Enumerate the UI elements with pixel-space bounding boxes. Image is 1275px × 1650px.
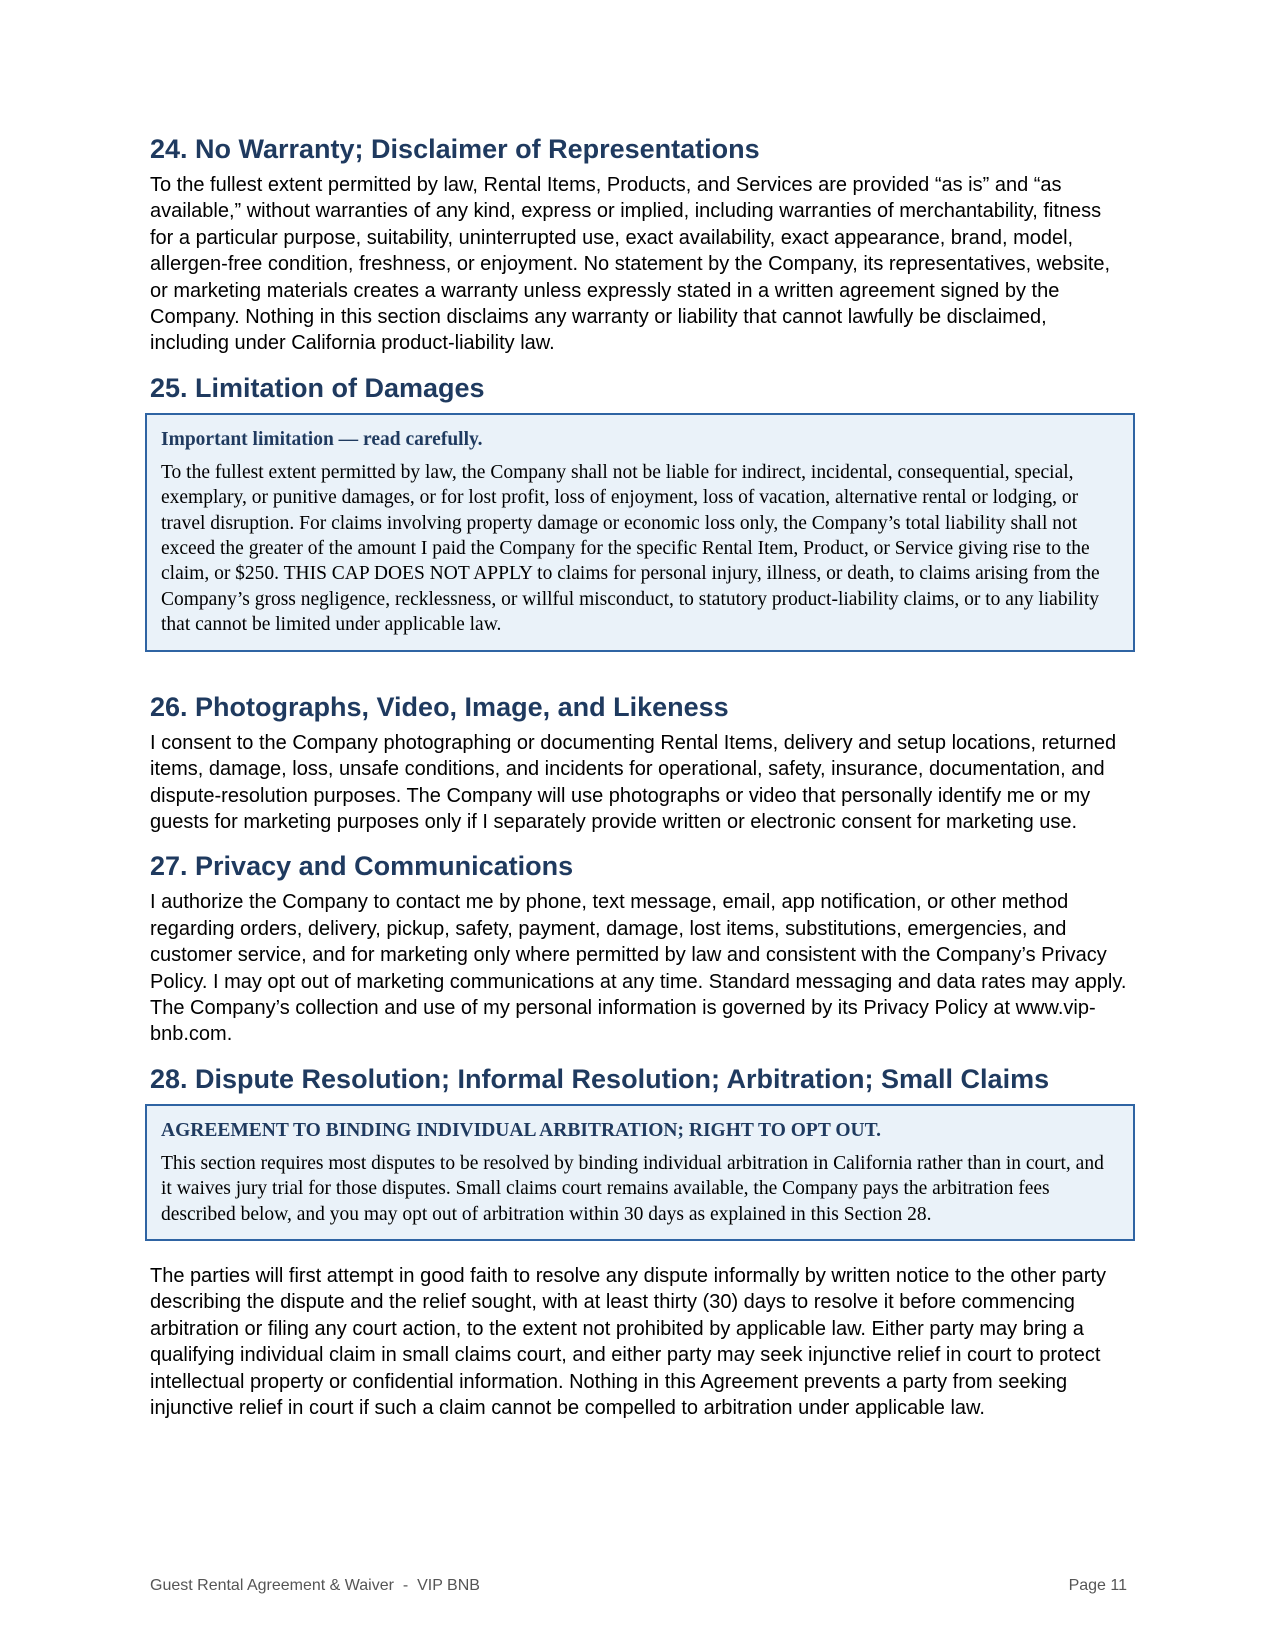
section-heading: 26. Photographs, Video, Image, and Likeness (150, 691, 729, 722)
section-body: The parties will first attempt in good faith to resolve any dispute informally by written notice to the other party describing the dispute and the relief sought, with at least thirty (30) days to resolve it before commencing arbitration or filing any court action, to the extent not prohibited by applicable law. Either party may bring a qualifying individual claim in small claims court, and either party may seek injunctive relief in court to protect intellectual property or confidential information. Nothing in this Agreement prevents a party from seeking injunctive relief in court if such a claim cannot be compelled to arbitration under applicable law. (150, 1264, 1107, 1419)
section-24 (150, 132, 1130, 357)
section-25 (150, 371, 1130, 690)
section-27 (150, 849, 1130, 1047)
document-content (150, 132, 1130, 1435)
section-28 (150, 1062, 1130, 1422)
callout-box (145, 413, 1135, 652)
callout-title: Important limitation — read carefully. (161, 428, 483, 450)
callout-text: To the fullest extent permitted by law, the Company shall not be liable for indirect, incidental, consequential, special, exemplary, or punitive damages, or for lost profit, loss of enjoyment, loss of vacation, alternative rental or lodging, or travel disruption. For claims involving property damage or economic loss only, the Company’s total liability shall not exceed the greater of the amount I paid the Company for the specific Rental Item, Product, or Service giving rise to the claim, or $250. THIS CAP DOES NOT APPLY to claims for personal injury, illness, or death, to claims arising from the Company’s gross negligence, recklessness, or willful misconduct, to statutory product-liability claims, or to any liability that cannot be limited under applicable law. (161, 461, 1100, 636)
spacer (150, 674, 1130, 690)
callout-box (145, 1104, 1135, 1241)
section-heading: 24. No Warranty; Disclaimer of Representations (150, 134, 760, 164)
section-heading: 27. Privacy and Communications (150, 851, 574, 882)
section-body: To the fullest extent permitted by law, Rental Items, Products, and Services are provided “as is” and “as available,” without warranties of any kind, express or implied, including warranties of merchantability, fitness for a particular purpose, suitability, uninterrupted use, exact availability, exact appearance, brand, model, allergen-free condition, freshness, or enjoyment. No statement by the Company, its representatives, website, or marketing materials creates a warranty unless expressly stated in a written agreement signed by the Company. Nothing in this section disclaims any warranty or liability that cannot lawfully be disclaimed, including under California product-liability law. (150, 174, 1111, 355)
callout-title: AGREEMENT TO BINDING INDIVIDUAL ARBITRATION; RIGHT TO OPT OUT. (161, 1119, 882, 1141)
callout-text: This section requires most disputes to be resolved by binding individual arbitration in California rather than in court, and it waives jury trial for those disputes. Small claims court remains available, the Company pays the arbitration fees described below, and you may opt out of arbitration within 30 days as explained in this Section 28. (161, 1152, 1104, 1225)
section-body: I authorize the Company to contact me by phone, text message, email, app notification, or other method regarding orders, delivery, pickup, safety, payment, damage, lost items, substitutions, emergencies, and customer service, and for marketing only where permitted by law and consistent with the Company’s Privacy Policy. I may opt out of marketing communications at any time. Standard messaging and data rates may apply. The Company’s collection and use of my personal information is governed by its Privacy Policy at www.vip-bnb.com. (150, 891, 1127, 1046)
footer-document-title: Guest Rental Agreement & Waiver - VIP BNB (150, 1577, 480, 1594)
section-heading: 28. Dispute Resolution; Informal Resolution; Arbitration; Small Claims (150, 1063, 1050, 1094)
footer-page-number: Page 11 (1068, 1577, 1127, 1594)
section-heading: 25. Limitation of Damages (150, 372, 485, 403)
section-body: I consent to the Company photographing or documenting Rental Items, delivery and setup locations, returned items, damage, loss, unsafe conditions, and incidents for operational, safety, insurance, documentation, and dispute-resolution purposes. The Company will use photographs or video that personally identify me or my guests for marketing purposes only if I separately provide written or electronic consent for marketing use. (150, 731, 1117, 833)
section-26 (150, 690, 1130, 836)
